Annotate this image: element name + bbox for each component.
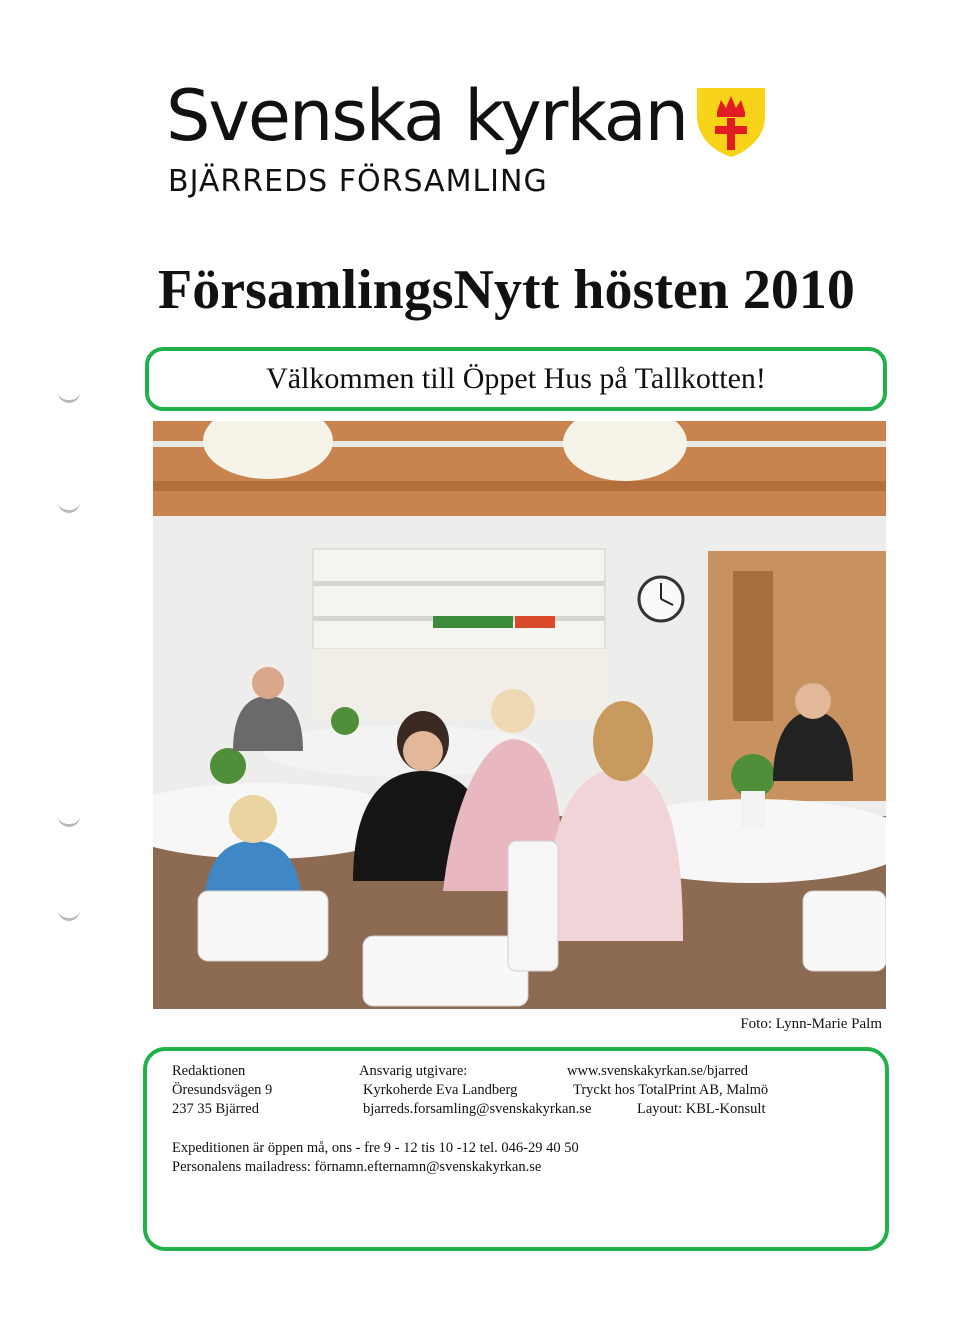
binder-hole	[58, 498, 80, 513]
redaktionen-heading: Redaktionen	[172, 1063, 246, 1079]
cafe-scene-image	[153, 421, 886, 1009]
publisher-heading: Ansvarig utgivare:	[359, 1063, 468, 1079]
binder-hole	[58, 388, 80, 403]
publisher-email[interactable]: bjarreds.forsamling@svenskakyrkan.se	[363, 1101, 592, 1117]
office-hours: Expeditionen är öppen må, ons - fre 9 - 12 tis 10 -12 tel. 046-29 40 50	[172, 1140, 579, 1156]
publisher-name: Kyrkoherde Eva Landberg	[363, 1082, 518, 1098]
redaktionen-postal: 237 35 Bjärred	[172, 1101, 259, 1117]
brand-name: Svenska kyrkan	[166, 75, 688, 157]
website-link[interactable]: www.svenskakyrkan.se/bjarred	[567, 1063, 749, 1079]
layout-credit: Layout: KBL-Konsult	[637, 1101, 766, 1117]
binder-hole	[58, 812, 80, 827]
newsletter-title: FörsamlingsNytt hösten 2010	[158, 259, 855, 321]
welcome-text: Välkommen till Öppet Hus på Tallkotten!	[266, 362, 766, 395]
redaktionen-street: Öresundsvägen 9	[172, 1082, 273, 1098]
cafe-photo	[153, 421, 886, 1009]
colophon-box	[143, 1047, 889, 1251]
printer-info: Tryckt hos TotalPrint AB, Malmö	[573, 1082, 769, 1098]
binder-hole	[58, 906, 80, 921]
welcome-banner	[145, 347, 887, 411]
parish-name: BJÄRREDS FÖRSAMLING	[168, 164, 548, 199]
staff-mail-format: Personalens mailadress: förnamn.efternamn@svenskakyrkan.se	[172, 1159, 542, 1175]
church-of-sweden-shield-icon	[695, 86, 767, 158]
photo-credit: Foto: Lynn-Marie Palm	[740, 1016, 882, 1032]
